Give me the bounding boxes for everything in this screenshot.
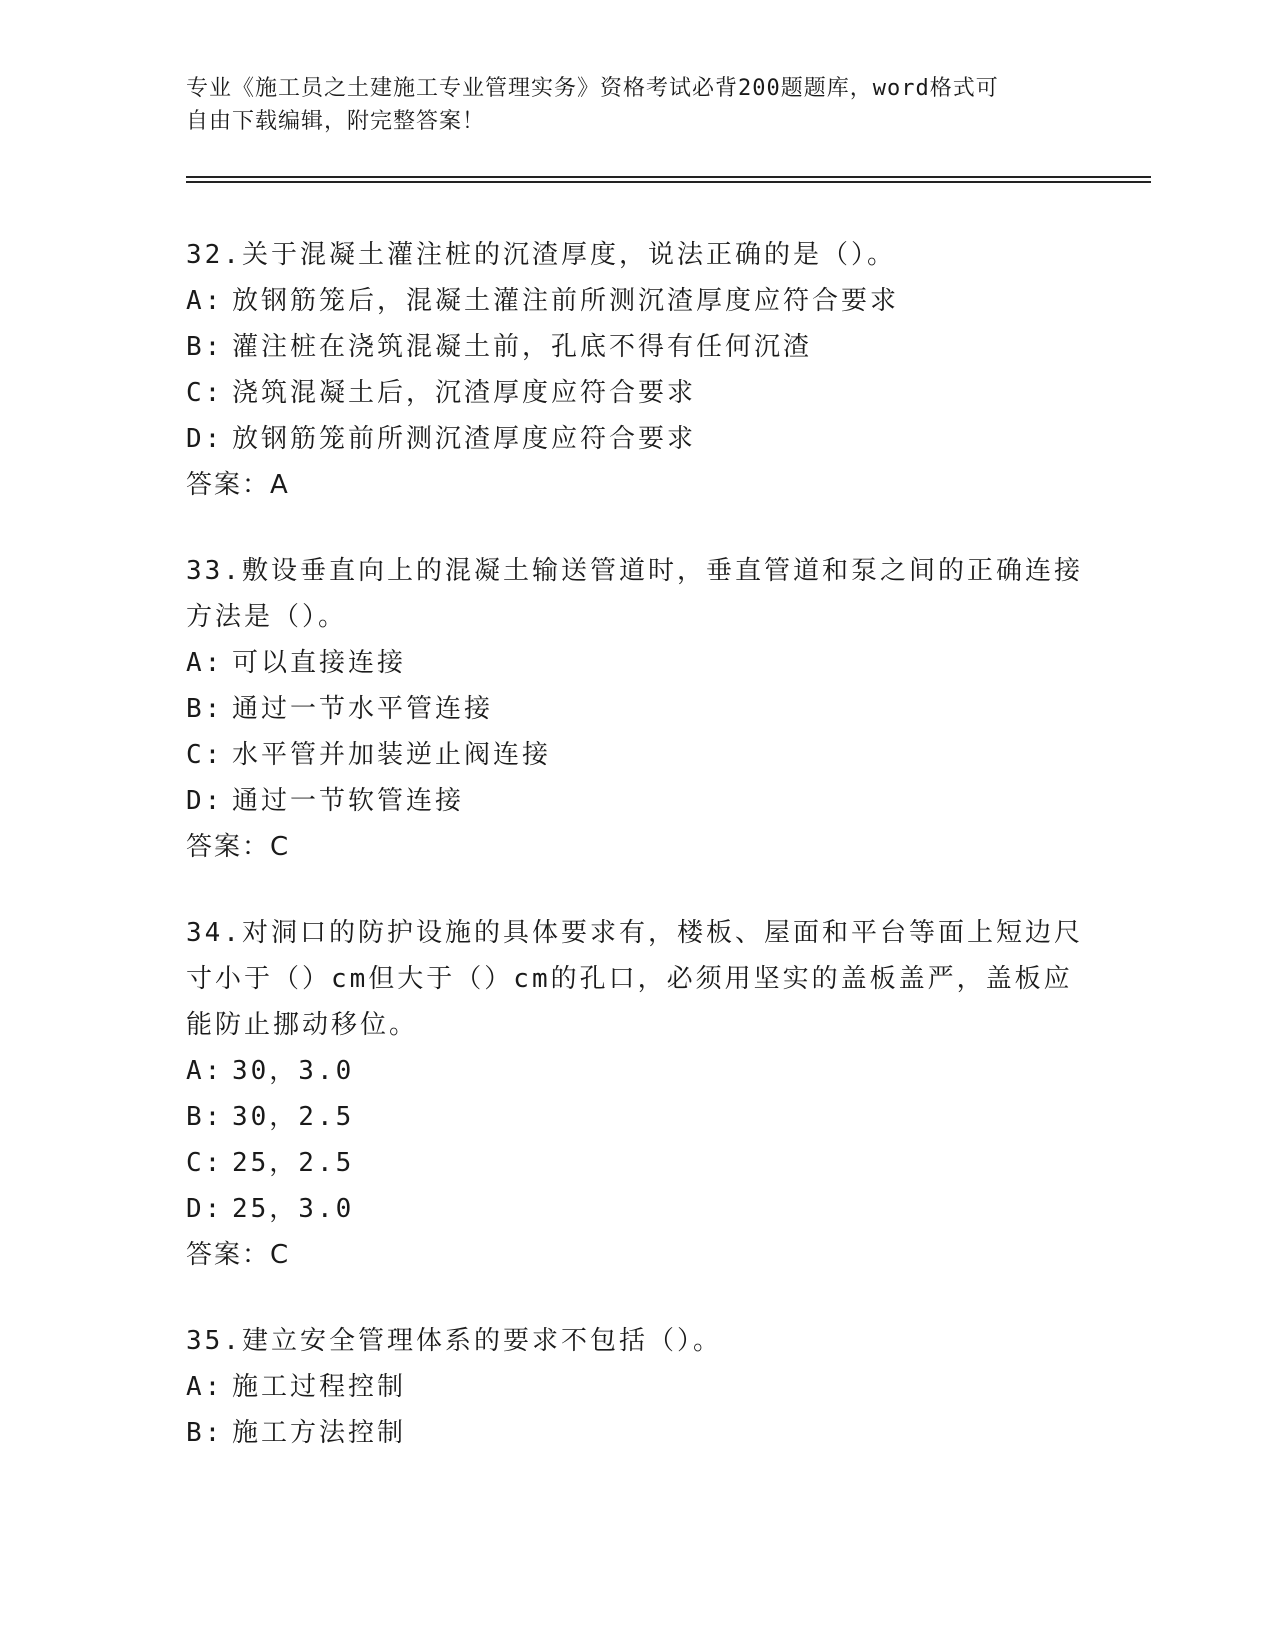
question-stem-line: 32.关于混凝土灌注桩的沉渣厚度，说法正确的是（）。 bbox=[186, 240, 896, 270]
option-key: B: bbox=[186, 694, 224, 724]
option-text: 施工过程控制 bbox=[232, 1372, 407, 1402]
option-key: B: bbox=[186, 1102, 224, 1132]
answer-line: 答案：C bbox=[186, 832, 291, 862]
option-key: C: bbox=[186, 1148, 224, 1178]
option-text: 施工方法控制 bbox=[232, 1418, 407, 1448]
header-line-1: 专业《施工员之土建施工专业管理实务》资格考试必背200题题库，word格式可 bbox=[186, 76, 999, 101]
answer-line: 答案：A bbox=[186, 470, 290, 500]
answer-option bbox=[186, 1140, 1086, 1186]
option-text: 放钢筋笼前所测沉渣厚度应符合要求 bbox=[232, 424, 697, 454]
question-stem-line: 能防止挪动移位。 bbox=[186, 1010, 419, 1040]
option-key: D: bbox=[186, 1194, 224, 1224]
option-key: A: bbox=[186, 1056, 224, 1086]
question-stem-line: 方法是（）。 bbox=[186, 602, 348, 632]
option-text: 30，3.0 bbox=[232, 1056, 355, 1086]
answer-option bbox=[186, 1364, 1086, 1410]
option-key: B: bbox=[186, 1418, 224, 1448]
option-text: 灌注桩在浇筑混凝土前，孔底不得有任何沉渣 bbox=[232, 332, 813, 362]
question-block bbox=[186, 1318, 1086, 1456]
question-block bbox=[186, 548, 1086, 870]
option-text: 可以直接连接 bbox=[232, 648, 407, 678]
answer-option bbox=[186, 778, 1086, 824]
option-text: 浇筑混凝土后，沉渣厚度应符合要求 bbox=[232, 378, 697, 408]
option-text: 30，2.5 bbox=[232, 1102, 355, 1132]
question-stem-line: 35.建立安全管理体系的要求不包括（）。 bbox=[186, 1326, 722, 1356]
header-divider-top bbox=[186, 176, 1151, 178]
answer-option bbox=[186, 1410, 1086, 1456]
answer-option bbox=[186, 686, 1086, 732]
question-block bbox=[186, 232, 1086, 508]
answer-line: 答案：C bbox=[186, 1240, 291, 1270]
question-stem-line: 寸小于（）cm但大于（）cm的孔口，必须用坚实的盖板盖严，盖板应 bbox=[186, 964, 1073, 994]
option-text: 水平管并加装逆止阀连接 bbox=[232, 740, 552, 770]
option-text: 通过一节水平管连接 bbox=[232, 694, 494, 724]
option-key: B: bbox=[186, 332, 224, 362]
option-text: 通过一节软管连接 bbox=[232, 786, 465, 816]
option-text: 25，3.0 bbox=[232, 1194, 355, 1224]
option-key: C: bbox=[186, 740, 224, 770]
question-block bbox=[186, 910, 1086, 1278]
answer-option bbox=[186, 278, 1086, 324]
option-key: A: bbox=[186, 286, 224, 316]
answer-option bbox=[186, 1186, 1086, 1232]
option-key: C: bbox=[186, 378, 224, 408]
answer-option bbox=[186, 370, 1086, 416]
header-divider-bottom bbox=[186, 181, 1151, 183]
header-line-2: 自由下载编辑，附完整答案！ bbox=[186, 109, 486, 134]
question-list bbox=[186, 232, 1086, 1496]
option-text: 放钢筋笼后，混凝土灌注前所测沉渣厚度应符合要求 bbox=[232, 286, 900, 316]
answer-option bbox=[186, 732, 1086, 778]
option-key: A: bbox=[186, 1372, 224, 1402]
answer-option bbox=[186, 416, 1086, 462]
answer-option bbox=[186, 1094, 1086, 1140]
question-stem-line: 34.对洞口的防护设施的具体要求有，楼板、屋面和平台等面上短边尺 bbox=[186, 918, 1083, 948]
answer-option bbox=[186, 324, 1086, 370]
answer-option bbox=[186, 1048, 1086, 1094]
option-key: A: bbox=[186, 648, 224, 678]
answer-option bbox=[186, 640, 1086, 686]
option-key: D: bbox=[186, 424, 224, 454]
document-header bbox=[186, 72, 1066, 138]
option-key: D: bbox=[186, 786, 224, 816]
option-text: 25，2.5 bbox=[232, 1148, 355, 1178]
question-stem-line: 33.敷设垂直向上的混凝土输送管道时，垂直管道和泵之间的正确连接 bbox=[186, 556, 1083, 586]
